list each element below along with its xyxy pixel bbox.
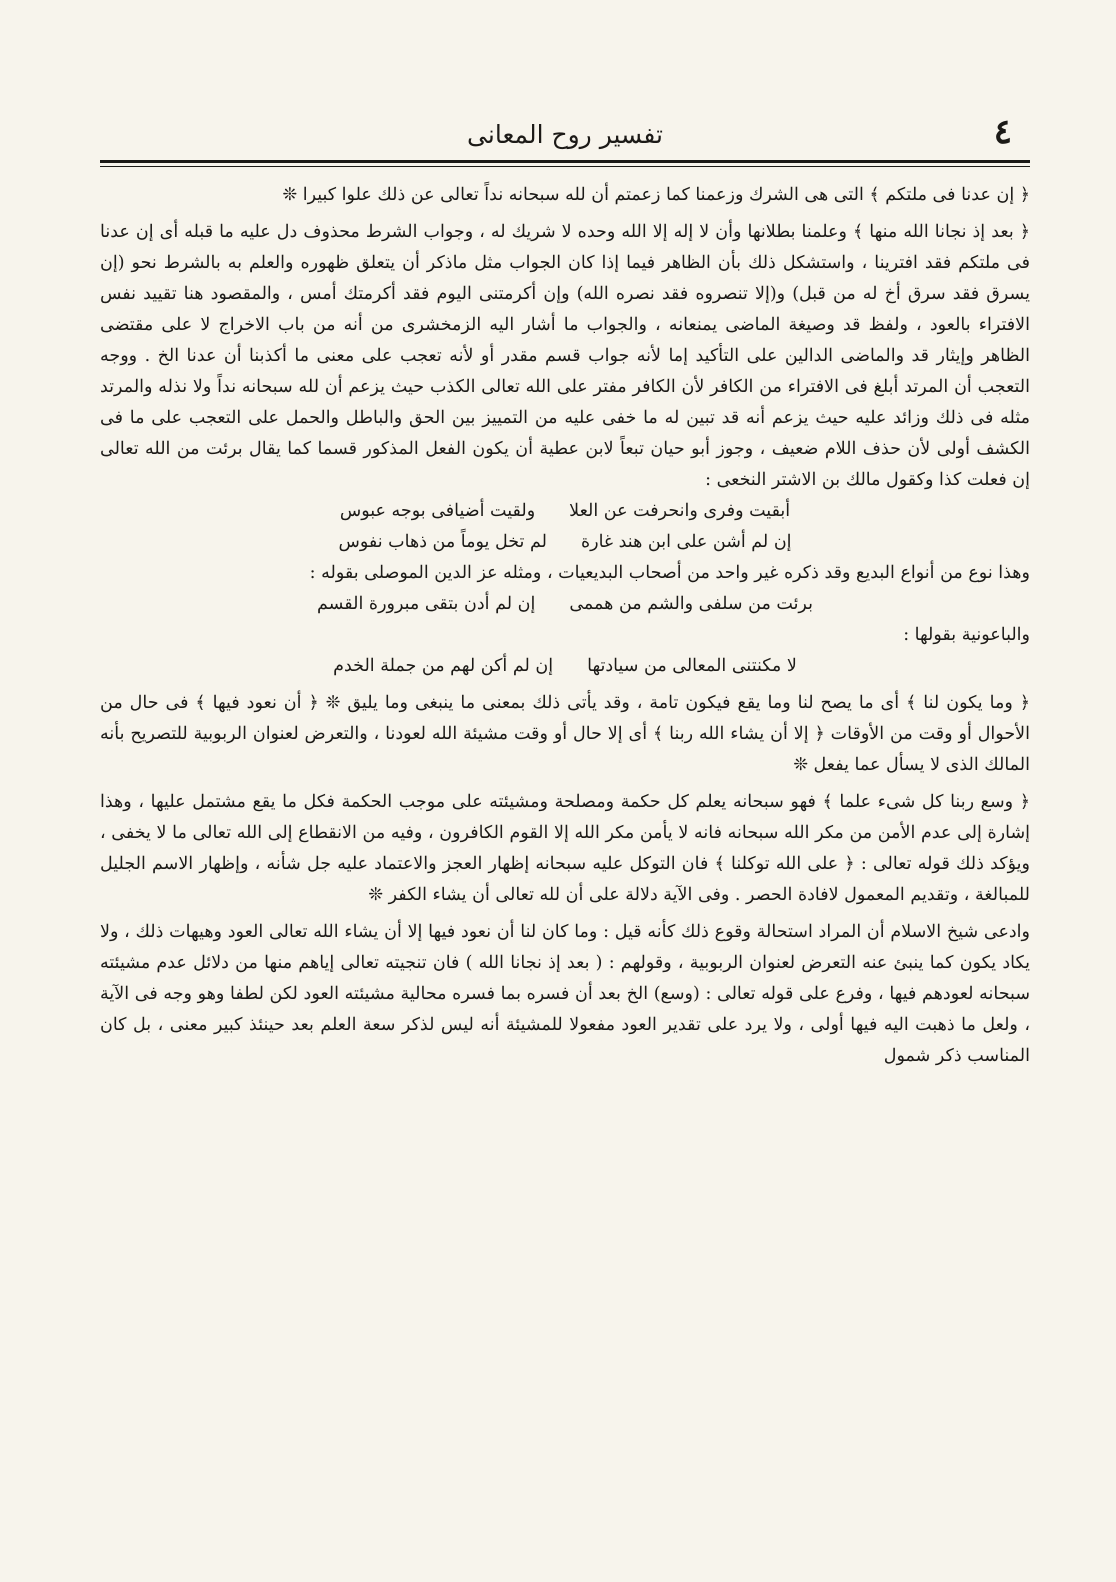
hemistich: إن لم أدن بتقى مبرورة القسم (317, 594, 536, 614)
paragraph-verse-commentary-1: ﴿ إن عدنا فى ملتكم ﴾ التى هى الشرك وزعمنا كما زعمتم أن لله سبحانه نداً تعالى عن ذلك علوا كبيرا ❊ (282, 185, 1030, 205)
running-title: تفسير روح المعانى (467, 119, 663, 149)
hemistich: ولقيت أضيافى بوجه عبوس (339, 501, 536, 521)
paragraph-commentary-5: وادعى شيخ الاسلام أن المراد استحالة وقوع ذلك كأنه قيل : وما كان لنا أن نعود فيها إلا أن يشاء الله تعالى العود وهيهات ذلك ، ولا يكاد يكون كما ينبئ عنه التعرض لعنوان الربوبية ، وقولهم : ( بعد إذ نجانا الله ) فان تنجيته تعالى إياهم منها من دلائل عدم مشيئته سبحانه لعودهم فيها ، وفرع على قوله تعالى : (وسع) الخ بعد أن فسره بما فسره محالية مشيئته العود لكن لطفا وهو وجه فى الآية ، ولعل ما ذهبت اليه فيها أولى ، ولا يرد على تقدير العود مفعولا للمشيئة أنه ليس لذكر سعة العلم بعد حينئذ كبير معنى ، بل كان المناسب ذكر شمول (100, 922, 1030, 1066)
poem-line (100, 651, 1030, 682)
hemistich: لم تخل يوماً من ذهاب نفوس (338, 532, 547, 552)
hemistich: لا مكنتنى المعالى من سيادتها (587, 656, 797, 676)
paragraph-badi-note: وهذا نوع من أنواع البديع وقد ذكره غير واحد من أصحاب البديعيات ، ومثله عز الدين الموصلى بقوله : (309, 563, 1030, 583)
poem-line (100, 589, 1030, 620)
hemistich: برئت من سلفى والشم من هممى (569, 594, 813, 614)
paragraph-verse-commentary-4: ﴿ وسع ربنا كل شىء علما ﴾ فهو سبحانه يعلم كل حكمة ومصلحة ومشيئته على موجب الحكمة فكل ما يقع مشتمل عليها ، وهذا إشارة إلى عدم الأمن من مكر الله سبحانه فانه لا يأمن مكر الله إلا القوم الكافرون ، وفيه من الانقطاع إلى الله تعالى ما لا يخفى ، ويؤكد ذلك قوله تعالى : ﴿ على الله توكلنا ﴾ فان التوكل عليه سبحانه إظهار العجز والاعتماد عليه جل شأنه ، وإظهار الاسم الجليل للمبالغة ، وتقديم المعمول لافادة الحصر . وفى الآية دلالة على أن لله تعالى أن يشاء الكفر ❊ (100, 792, 1030, 905)
body-text (100, 180, 1030, 1072)
header-rule (100, 160, 1030, 167)
poem-line (100, 527, 1030, 558)
hemistich: إن لم أكن لهم من جملة الخدم (333, 656, 554, 676)
paragraph-verse-commentary-3: ﴿ وما يكون لنا ﴾ أى ما يصح لنا وما يقع فيكون تامة ، وقد يأتى ذلك بمعنى ما ينبغى وما يليق ❊ ﴿ أن نعود فيها ﴾ فى حال من الأحوال أو وقت من الأوقات ﴿ إلا أن يشاء الله ربنا ﴾ أى إلا حال أو وقت مشيئة الله لعودنا ، والتعرض لعنوان الربوبية للتصريح بأنه المالك الذى لا يسأل عما يفعل ❊ (100, 693, 1030, 775)
paragraph-baouniyya: والباعونية بقولها : (903, 625, 1030, 645)
hemistich: إن لم أشن على ابن هند غارة (580, 532, 792, 552)
hemistich: أبقيت وفرى وانحرفت عن العلا (569, 501, 791, 521)
poem-line (100, 496, 1030, 527)
paragraph-verse-commentary-2: ﴿ بعد إذ نجانا الله منها ﴾ وعلمنا بطلانها وأن لا إله إلا الله وحده لا شريك له ، وجواب الشرط محذوف دل عليه ما قبله أى إن عدنا فى ملتكم فقد افترينا ، واستشكل ذلك بأن الظاهر فيما إذا كان الجواب مثل ماذكر أن يتعلق ظهوره والعلم به بالشرط نحو (إن يسرق فقد سرق أخ له من قبل) و(إلا تنصروه فقد نصره الله) وإن أكرمتنى اليوم فقد أكرمتك أمس ، والمقصود هنا تقييد نفس الافتراء بالعود ، ولفظ قد وصيغة الماضى يمنعانه ، والجواب ما أشار اليه الزمخشرى من أنه من باب الاخراج لا على مقتضى الظاهر وإيثار قد والماضى الدالين على التأكيد إما لأنه جواب قسم مقدر أو لأنه تعجب على معنى ما أكذبنا أن عدنا الخ . ووجه التعجب أن المرتد أبلغ فى الافتراء من الكافر لأن الكافر مفتر على الله تعالى الكذب حيث يزعم أن لله سبحانه نداً ولا نذله والمرتد مثله فى ذلك وزائد عليه حيث يزعم أنه قد تبين له ما خفى عليه من التمييز بين الحق والباطل والحمل على التعجب على ما فى الكشف أولى لأن حذف اللام ضعيف ، وجوز أبو حيان تبعاً لابن عطية أن يكون الفعل المذكور قسما كما يقال برئت من الله تعالى إن فعلت كذا وكقول مالك بن الاشتر النخعى : (100, 222, 1030, 490)
page-header (100, 106, 1030, 162)
page-number: ٤ (993, 112, 1012, 152)
